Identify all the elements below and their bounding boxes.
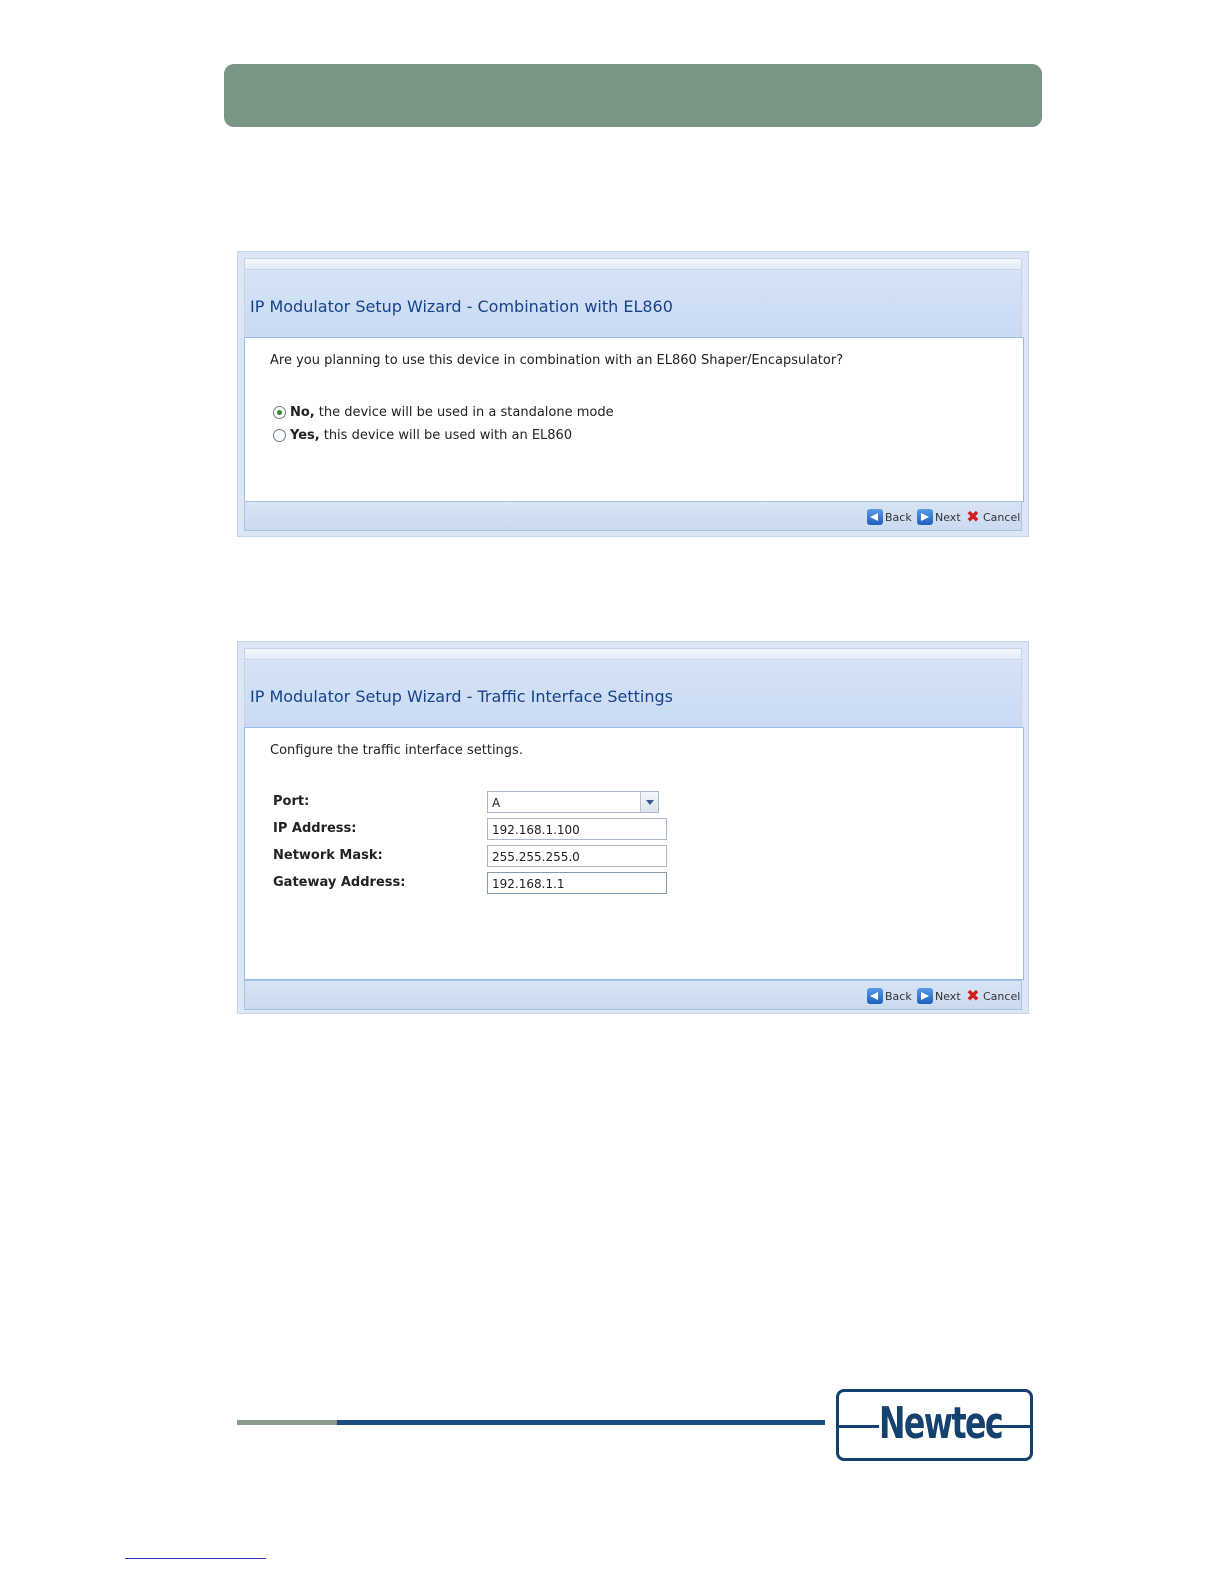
cancel-x-icon: ✖ bbox=[966, 986, 980, 1005]
window-top-strip bbox=[244, 648, 1022, 660]
newtec-logo bbox=[836, 1389, 1033, 1461]
bottom-link-underline bbox=[125, 1558, 266, 1559]
next-button[interactable] bbox=[917, 987, 961, 1005]
back-arrow-icon bbox=[867, 509, 883, 525]
next-button[interactable] bbox=[917, 508, 961, 526]
radio-option-no[interactable] bbox=[273, 405, 614, 420]
wizard-title: IP Modulator Setup Wizard - Traffic Interface Settings bbox=[250, 687, 673, 706]
wizard-title-bar bbox=[244, 661, 1022, 727]
ip-address-input[interactable]: 192.168.1.100 bbox=[487, 818, 667, 840]
option-no-bold: No, bbox=[290, 405, 315, 420]
radio-button-no[interactable] bbox=[273, 406, 286, 419]
header-bar bbox=[224, 64, 1042, 127]
gateway-address-label: Gateway Address: bbox=[273, 875, 406, 890]
wizard-title: IP Modulator Setup Wizard - Combination with EL860 bbox=[250, 297, 673, 316]
option-yes-text: this device will be used with an EL860 bbox=[323, 428, 573, 443]
back-arrow-icon bbox=[867, 988, 883, 1004]
next-label: Next bbox=[935, 989, 961, 1003]
cancel-button[interactable] bbox=[965, 508, 1020, 526]
wizard-content bbox=[244, 727, 1024, 980]
wizard-content bbox=[244, 337, 1024, 502]
footer-rule-blue bbox=[337, 1420, 825, 1425]
port-label: Port: bbox=[273, 794, 310, 809]
back-button[interactable] bbox=[867, 987, 912, 1005]
wizard-footer bbox=[244, 980, 1022, 1010]
cancel-label: Cancel bbox=[983, 989, 1021, 1003]
window-top-strip bbox=[244, 258, 1022, 270]
back-label: Back bbox=[885, 989, 912, 1003]
wizard-combination-el860 bbox=[237, 251, 1029, 537]
network-mask-input[interactable]: 255.255.255.0 bbox=[487, 845, 667, 867]
next-arrow-icon bbox=[917, 509, 933, 525]
next-label: Next bbox=[935, 510, 961, 524]
wizard-title-bar bbox=[244, 271, 1022, 337]
cancel-button[interactable] bbox=[965, 987, 1020, 1005]
radio-option-yes[interactable] bbox=[273, 428, 572, 443]
radio-button-yes[interactable] bbox=[273, 429, 286, 442]
option-no-text: the device will be used in a standalone mode bbox=[318, 405, 614, 420]
ip-address-label: IP Address: bbox=[273, 821, 357, 836]
next-arrow-icon bbox=[917, 988, 933, 1004]
port-select[interactable] bbox=[487, 791, 659, 813]
gateway-address-input[interactable]: 192.168.1.1 bbox=[487, 872, 667, 894]
logo-text: Newtec bbox=[879, 1398, 1003, 1449]
chevron-down-icon[interactable] bbox=[640, 792, 658, 812]
option-yes-bold: Yes, bbox=[290, 428, 320, 443]
back-button[interactable] bbox=[867, 508, 912, 526]
wizard-footer bbox=[244, 501, 1022, 531]
wizard-prompt: Configure the traffic interface settings. bbox=[270, 743, 523, 758]
cancel-x-icon: ✖ bbox=[966, 507, 980, 526]
port-value: A bbox=[492, 796, 501, 810]
cancel-label: Cancel bbox=[983, 510, 1021, 524]
wizard-prompt: Are you planning to use this device in combination with an EL860 Shaper/Encapsulator? bbox=[270, 353, 844, 368]
logo-line-left bbox=[839, 1425, 879, 1428]
network-mask-label: Network Mask: bbox=[273, 848, 383, 863]
wizard-traffic-interface bbox=[237, 641, 1029, 1014]
footer-rule-grey bbox=[237, 1420, 337, 1425]
back-label: Back bbox=[885, 510, 912, 524]
